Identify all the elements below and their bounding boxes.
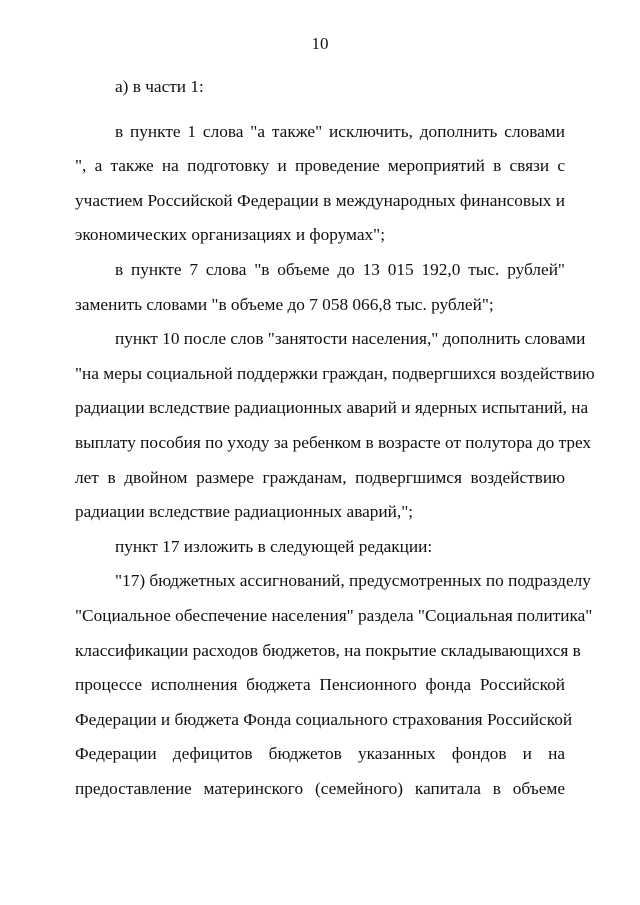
text-line: Федерации и бюджета Фонда социального страхования Российской [75, 709, 573, 729]
text-line: выплату пособия по уходу за ребенком в возрасте от полутора до трех [75, 432, 592, 452]
text-line: процессе исполнения бюджета Пенсионного фонда Российской [75, 675, 565, 695]
text-line: участием Российской Федерации в международных финансовых и [75, 190, 565, 210]
text-line: "на меры социальной поддержки граждан, подвергшихся воздействию [75, 363, 595, 383]
text-line: экономических организациях и форумах"; [75, 225, 386, 245]
text-line: лет в двойном размере гражданам, подвергшимся воздействию [75, 467, 565, 487]
text-line: "17) бюджетных ассигнований, предусмотренных по подразделу [115, 571, 591, 591]
text-line: а) в части 1: [115, 77, 204, 96]
text-line: пункт 10 после слов "занятости населения," дополнить словами [115, 329, 586, 349]
text-line: пункт 17 изложить в следующей редакции: [115, 536, 433, 556]
text-line: в пункте 1 слова "а также" исключить, дополнить словами [115, 121, 565, 141]
text-line: радиации вследствие радиационных аварий,"; [75, 502, 414, 522]
text-line: предоставление материнского (семейного) капитала в объеме [75, 778, 565, 798]
text-line: Федерации дефицитов бюджетов указанных фондов и на [75, 744, 565, 764]
page-number: 10 [311, 34, 329, 53]
text-line: радиации вследствие радиационных аварий и ядерных испытаний, на [75, 398, 589, 418]
text-line: в пункте 7 слова "в объеме до 13 015 192,0 тыс. рублей" [115, 259, 565, 279]
paragraph-gap [75, 105, 565, 115]
text-line: заменить словами "в объеме до 7 058 066,8 тыс. рублей"; [75, 294, 494, 314]
document-body [75, 70, 595, 806]
text-line: ", а также на подготовку и проведение мероприятий в связи с [75, 156, 565, 176]
text-line: классификации расходов бюджетов, на покрытие складывающихся в [75, 640, 581, 660]
text-line: "Социальное обеспечение населения" раздела "Социальная политика" [75, 605, 593, 625]
